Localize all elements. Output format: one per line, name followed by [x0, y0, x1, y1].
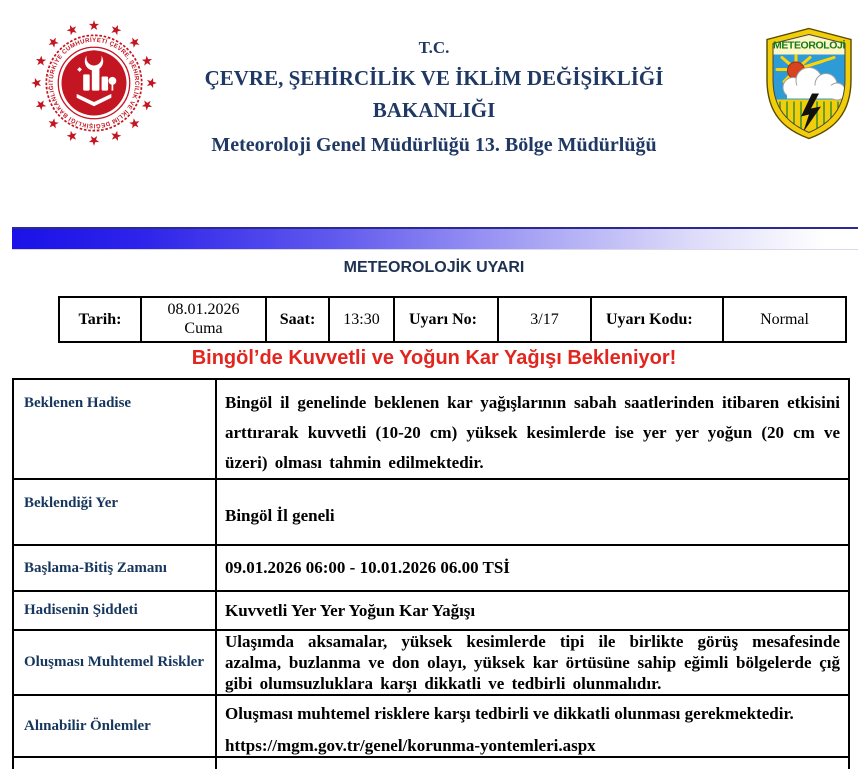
table-row-empty [13, 757, 849, 769]
row-label-muhtemel-riskler: Oluşması Muhtemel Riskler [13, 630, 216, 695]
saat-label: Saat: [266, 297, 329, 342]
warning-headline: Bingöl’de Kuvvetli ve Yoğun Kar Yağışı Bekleniyor! [191, 347, 677, 369]
uyari-no-label: Uyarı No: [394, 297, 498, 342]
empty-label-cell [13, 757, 216, 769]
tarih-label: Tarih: [59, 297, 141, 342]
onlemler-text: Oluşması muhtemel risklere karşı tedbirli ve dikkatli olunması gerekmektedir. [225, 704, 794, 723]
row-label-baslama-bitis: Başlama-Bitiş Zamanı [13, 545, 216, 591]
saat-value: 13:30 [329, 297, 394, 342]
info-table-row [59, 297, 846, 342]
table-row [13, 591, 849, 630]
warning-info-table [58, 296, 847, 343]
row-value-alinabilir-onlemler [216, 695, 849, 757]
uyari-no-value: 3/17 [498, 297, 591, 342]
tarih-value [141, 297, 266, 342]
row-label-beklendigi-yer: Beklendiği Yer [13, 479, 216, 545]
section-title: METEOROLOJİK UYARI [343, 259, 525, 276]
seal-ring-text: TÜRKİYE CUMHURİYETİ ÇEVRE, ŞEHİRCİLİK VE İKLİM DEĞİŞİKLİĞİ BAKANLIĞI [48, 37, 140, 129]
table-row [13, 479, 849, 545]
shield-label-text: METEOROLOJİ [772, 39, 846, 52]
table-row [13, 545, 849, 591]
header-line-bakanlik: BAKANLIĞI [372, 98, 496, 122]
warning-details-table [12, 378, 850, 769]
blue-gradient-bar [12, 227, 858, 250]
document-header [170, 38, 698, 157]
ministry-seal-logo [26, 18, 162, 148]
row-value-beklenen-hadise: Bingöl il genelinde beklenen kar yağışlarının sabah saatlerinden itibaren etkisini arttırarak kuvvetli (10-20 cm) yüksek kesimlerde ise yer yer yoğun (20 cm ve üzeri) olması tahmin edilmektedir. [216, 379, 849, 479]
tarih-day: Cuma [184, 319, 223, 337]
row-label-hadisenin-siddeti: Hadisenin Şiddeti [13, 591, 216, 630]
table-row [13, 695, 849, 757]
table-row [13, 630, 849, 695]
header-line-ministry: ÇEVRE, ŞEHİRCİLİK VE İKLİM DEĞİŞİKLİĞİ [204, 66, 664, 90]
header-line-directorate: Meteoroloji Genel Müdürlüğü 13. Bölge Müdürlüğü [211, 134, 657, 156]
row-label-alinabilir-onlemler: Alınabilir Önlemler [13, 695, 216, 757]
row-label-beklenen-hadise: Beklenen Hadise [13, 379, 216, 479]
row-value-beklendigi-yer: Bingöl İl geneli [216, 479, 849, 545]
meteoroloji-shield-logo [764, 27, 854, 140]
empty-value-cell [216, 757, 849, 769]
header-line-tc: T.C. [418, 38, 450, 57]
row-value-baslama-bitis: 09.01.2026 06:00 - 10.01.2026 06.00 TSİ [216, 545, 849, 591]
tarih-date: 08.01.2026 [167, 301, 240, 319]
uyari-kodu-value: Normal [723, 297, 846, 342]
table-row [13, 379, 849, 479]
row-value-muhtemel-riskler: Ulaşımda aksamalar, yüksek kesimlerde tipi ile birlikte görüş mesafesinde azalma, buzlanma ve don olayı, yüksek kar örtüsüne sahip eğimli bölgelerde çığ gibi olumsuzluklara karşı dikkatli ve tedbirli olunmalıdır. [216, 630, 849, 695]
uyari-kodu-label: Uyarı Kodu: [591, 297, 723, 342]
korunma-yontemleri-link[interactable]: https://mgm.gov.tr/genel/korunma-yontemleri.aspx [225, 736, 596, 755]
row-value-hadisenin-siddeti: Kuvvetli Yer Yer Yoğun Kar Yağışı [216, 591, 849, 630]
